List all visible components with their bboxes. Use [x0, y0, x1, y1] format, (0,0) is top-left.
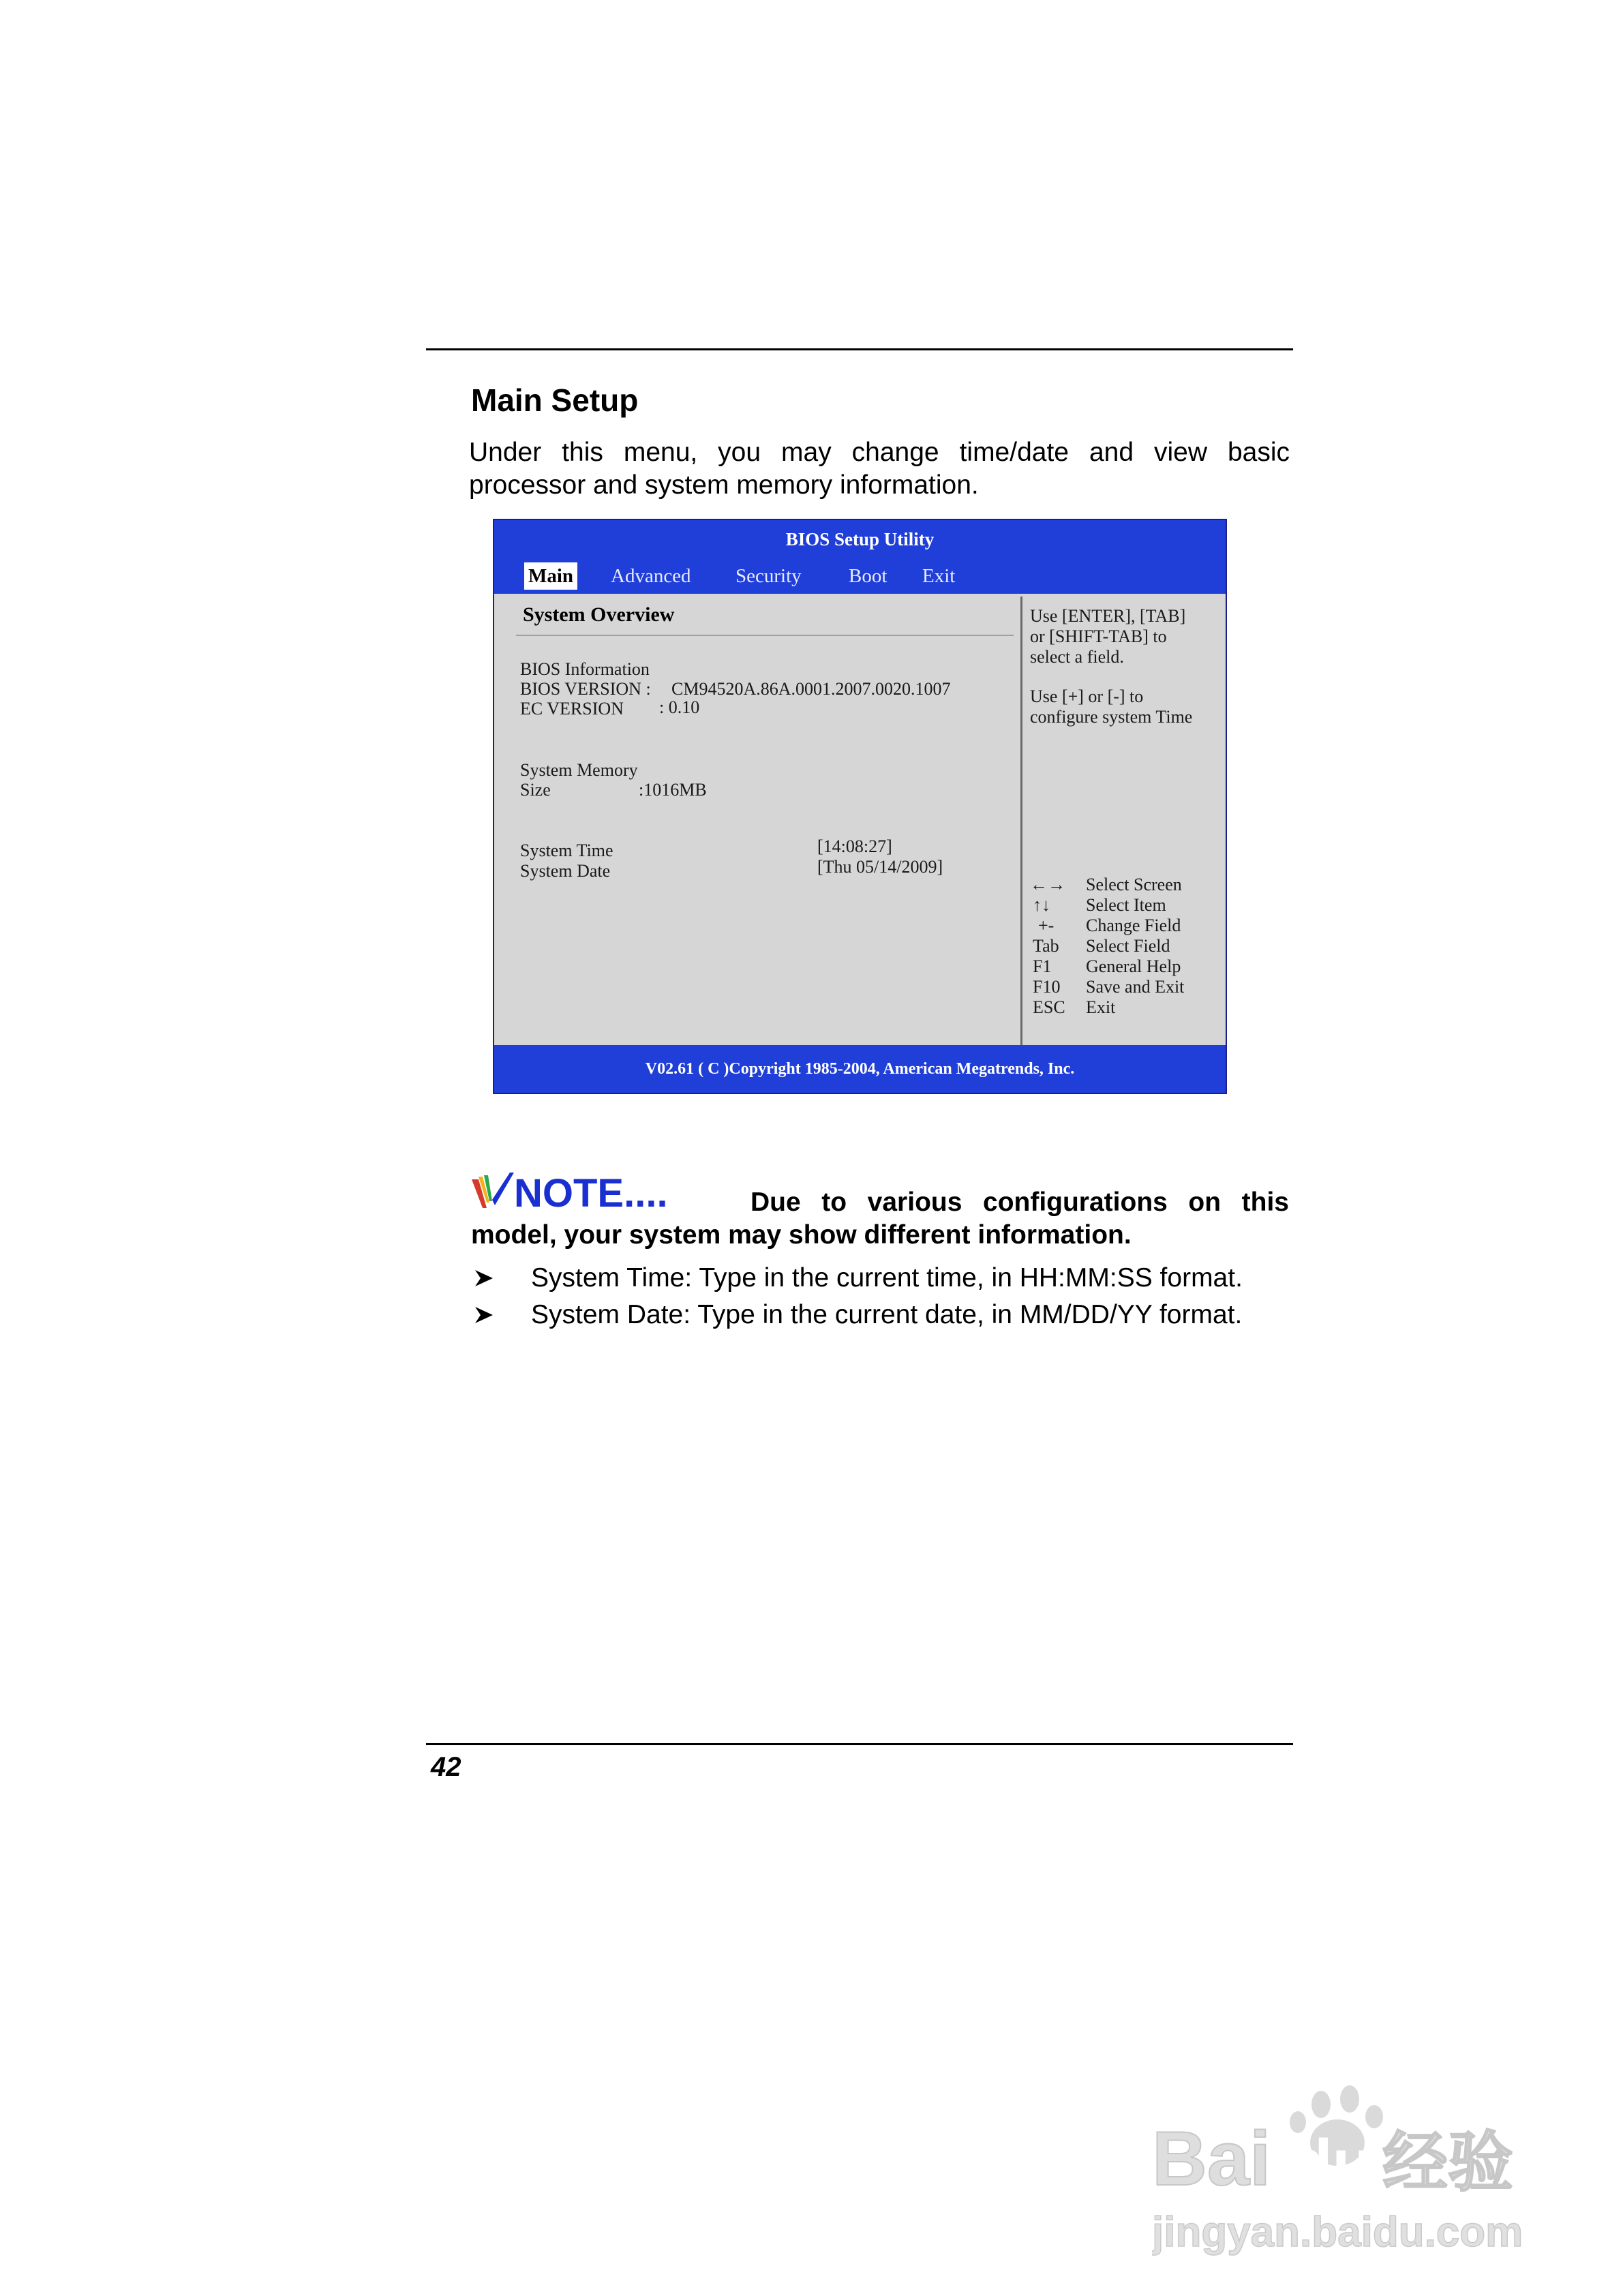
- bios-overview-panel: [497, 596, 1022, 1051]
- key-desc: Save and Exit: [1086, 977, 1185, 997]
- left-right-arrows-icon: ←→: [1030, 875, 1065, 894]
- key-desc: Select Item: [1086, 895, 1166, 915]
- ec-version-value: : 0.10: [659, 697, 700, 717]
- svg-text:du: du: [1292, 2126, 1373, 2199]
- key-desc: Exit: [1086, 997, 1116, 1017]
- bios-version-value: CM94520A.86A.0001.2007.0020.1007: [671, 679, 951, 699]
- ec-version-label: EC VERSION: [520, 699, 624, 719]
- svg-text:Bai: Bai: [1152, 2116, 1271, 2201]
- bios-tab-exit[interactable]: Exit: [922, 565, 956, 587]
- help-line: select a field.: [1030, 647, 1124, 667]
- size-value: :1016MB: [639, 780, 707, 800]
- bullet-arrow-icon: [471, 1262, 498, 1295]
- bullet-text: System Time: Type in the current time, in HH:MM:SS format.: [531, 1263, 1243, 1293]
- key-label: +-: [1038, 916, 1055, 935]
- key-label: F10: [1033, 977, 1061, 997]
- intro-paragraph: Under this menu, you may change time/date and view basic processor and system memory information.: [469, 438, 1290, 500]
- bios-info-label: BIOS Information: [520, 659, 650, 679]
- note-text: Due to various configurations on this model, your system may show different information.: [471, 1188, 1289, 1250]
- section-title: Main Setup: [471, 382, 639, 418]
- overview-title: System Overview: [523, 603, 675, 626]
- page-number: 42: [431, 1752, 461, 1782]
- help-line: or [SHIFT-TAB] to: [1030, 626, 1167, 646]
- overview-divider: [516, 635, 1014, 636]
- size-label: Size: [520, 780, 551, 800]
- system-date-value[interactable]: [Thu 05/14/2009]: [817, 857, 943, 877]
- key-desc: Select Screen: [1086, 875, 1182, 894]
- help-line: configure system Time: [1030, 707, 1193, 727]
- bullet-arrow-icon: [471, 1299, 498, 1331]
- key-label: F1: [1033, 956, 1052, 976]
- bullet-text: System Date: Type in the current date, in MM/DD/YY format.: [531, 1300, 1243, 1329]
- key-desc: Select Field: [1086, 936, 1170, 956]
- help-line: Use [+] or [-] to: [1030, 686, 1144, 706]
- key-label: Tab: [1033, 936, 1059, 956]
- up-down-arrows-icon: ↑↓: [1033, 895, 1050, 915]
- bios-screenshot: [493, 519, 1227, 1094]
- bios-menubar: [494, 558, 1226, 594]
- svg-text:NOTE....: NOTE....: [514, 1171, 668, 1215]
- bios-tab-security[interactable]: Security: [735, 565, 802, 587]
- system-date-label: System Date: [520, 861, 611, 881]
- bios-tab-boot[interactable]: Boot: [849, 565, 888, 587]
- bios-tab-advanced[interactable]: Advanced: [611, 565, 691, 587]
- system-time-value[interactable]: [14:08:27]: [817, 836, 892, 856]
- svg-text:经验: 经验: [1382, 2124, 1513, 2201]
- baidu-watermark-logo: [1152, 2076, 1547, 2260]
- bios-version-label: BIOS VERSION :: [520, 679, 651, 699]
- bios-title: BIOS Setup Utility: [494, 520, 1226, 558]
- key-desc: Change Field: [1086, 916, 1181, 935]
- svg-text:jingyan.baidu.com: jingyan.baidu.com: [1152, 2209, 1523, 2256]
- bios-footer: V02.61 ( C )Copyright 1985-2004, American Megatrends, Inc.: [494, 1045, 1226, 1093]
- memory-label: System Memory: [520, 760, 638, 780]
- bottom-rule: [426, 1743, 1293, 1745]
- system-time-label: System Time: [520, 841, 613, 860]
- bios-help-panel: [1023, 596, 1223, 1051]
- top-rule: [426, 348, 1293, 350]
- bios-tab-main[interactable]: Main: [524, 562, 577, 590]
- key-desc: General Help: [1086, 956, 1181, 976]
- key-label: ESC: [1033, 997, 1065, 1017]
- help-line: Use [ENTER], [TAB]: [1030, 606, 1186, 626]
